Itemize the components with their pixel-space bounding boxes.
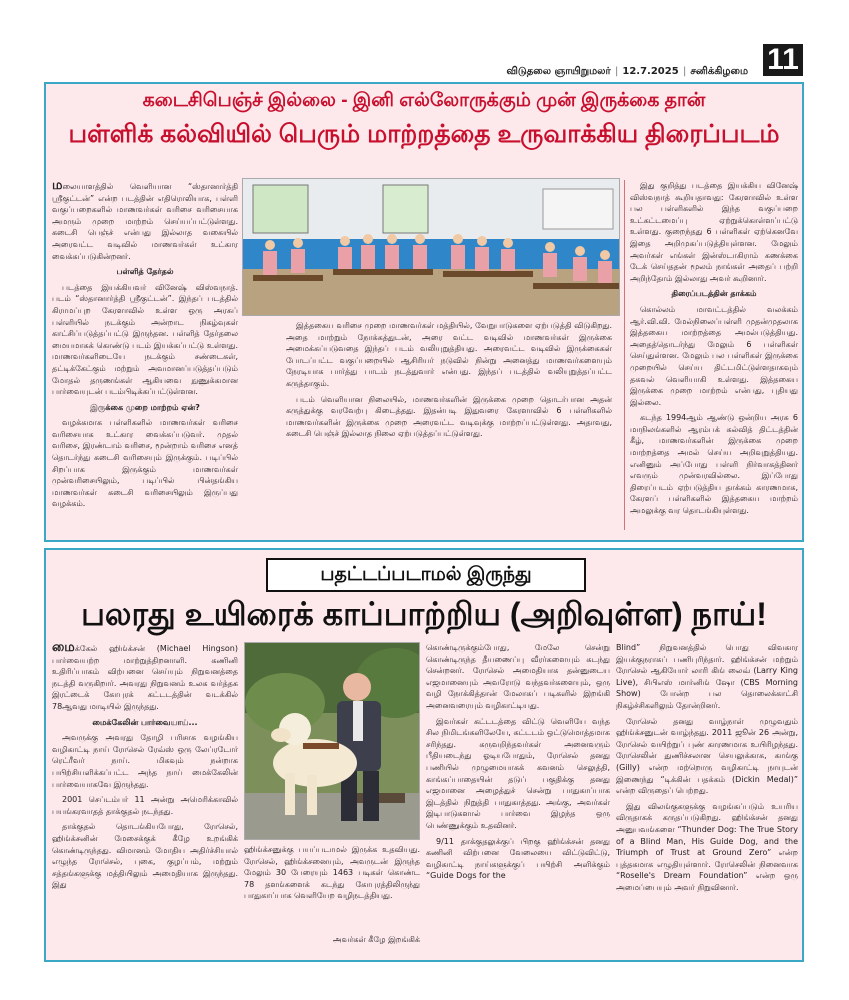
paragraph: தாக்குதல் தொடங்கியபோது, ரோசெல், ஹிங்க்சனின் மேசைக்குக் கீழே உறங்கிக் கொண்டிருந்தது. விமானம் மோதிய அதிர்ச்சியால் எழுந்த ரோசெல், புகை, குழப்பம், மற்றும் சத்தங்களுக்கு மத்தியிலும் அமைதியாக இருந்தது. இது [52, 822, 238, 890]
article-kicker: கடைசிபெஞ்ச் இல்லை - இனி எல்லோருக்கும் முன் இருக்கை தான் [142, 90, 706, 111]
paragraph: இது குறித்து படத்தை இயக்கிய வினேஷ் விஸ்வநாத் கூறியதாவது: கேரளாவில் உள்ள பல பள்ளிகளில் இந்த வகுப்பறை உட்கட்டமைப்பு ஏற்றுக்கொள்ளப்பட்டு உள்ளது. குறைந்தது 6 பள்ளிகள் ஏற்கெனவே இதை அறிமுகப்படுத்தியுள்ளன. மேலும் அவர்கள் எங்கள் இன்ஸ்டாகிராம் கணக்கை டேக் செய்ததன் மூலம் நாங்கள் அதைப் பற்றி அறிந்தோம் இல்லாது அவர் கூறினார். [630, 181, 798, 283]
article-classroom [44, 82, 804, 542]
paragraph: படம் வெளியான நிலையில், மாணவர்களின் இருக்கை முறை தொடர்பான அதன் கருத்துக்கு வரவேற்பு கிடைத்தது. இதன்படி இதுவரை கேரளாவில் 6 பள்ளிகளில் மாணவர்களின் இருக்கை முறை அரைவட்ட வடிவுக்கு மாற்றப்பட்டுள்ளது. அதாவது, கடைசி பெஞ்ச் இல்லாத நிலை ஏற்படுத்தப்பட்டுள்ளது. [286, 394, 612, 439]
paragraph: இவர்கள் கட்டடத்தை விட்டு வெளியே வந்த சில நிமிடங்களிலேயே, கட்டடம் ஒட்டுமொத்தமாக சரிந்தது. கருவறிந்தவர்கள் அனைவரும் பீதியடைந்து ஓடியபோதும், ரோசெல் தனது பணியில் முழுமையாகக் கவனம் செலுத்தி, காங்கப்பாதையின் தடுப் பகுதிக்கு தனது எஜமானை அழைத்துச் சென்று பாதுகாப்பாக இடத்தில் நிறுத்தி பாதுகாத்தது. அங்கு, அவர்கள் இடிபாடுகளால் பார்வை இழந்த ஒரு பெண்ணுக்கும் உதவினர். [426, 716, 610, 830]
subheading: இருக்கை முறை மாற்றம் ஏன்? [90, 402, 200, 412]
paragraph: கொண்டிருக்கும்போது, மேலே சென்று கொண்டிருந்த தீயணைப்பு வீரர்களையும் கடந்து சென்றனர். ரோசெல் அமைதியாக தன்னுடைய எஜமானையும் அவரோடு வந்தவர்களையும், ஒரு வழி நோக்கித்தான் மேலாகப் படிகளில் இறங்கி அனைவரையும் வழிகாட்டியது. [426, 643, 610, 710]
paragraph: இது விலங்குகளுக்கு வழங்கப்படும் உயரிய விருதாகக் கருதப்படுகிறது. ஹிங்க்சன் தனது அனுபவங்களை “Thunder Dog: The True Story of a Blind Man, His Guide Dog, and the Triumph of Trust at Ground Zero” என்ற புத்தகமாக எழுதியுள்ளார். ரோசெலின் நினைவாக “Roselle's Dream Foundation” என்ற ஒரு அமைப்பையும் அவர் நிறுவினார். [616, 801, 798, 892]
paragraph: கொல்லம் மாவட்டத்தில் வலக்கம் ஆர்.வி.வி. மேல்நிலைப்பள்ளி முதன்முதலாக இத்தகைய மாற்றத்தை அமல்படுத்தியது. அதைத்தொடர்ந்து மேலும் 6 பள்ளிகள் செய்துள்ளன. மேலும் பல பள்ளிகள் இருக்கை முறையில் செய்ய திட்டமிட்டுள்ளதாகவும் தகவல் வெளியாகி உள்ளது. இத்தகைய இருக்கை முறை மாற்றம் என்பது, புதியது இல்லை. [630, 304, 798, 407]
paragraph: 9/11 தாக்குதலுக்குப் பிறகு ஹிங்க்சன் தனது கணினி விற்பனை வேலையை விட்டுவிட்டு, வழிகாட்டி நாய்களுக்குப் பயிற்சி அளிக்கும் “Guide Dogs for the [426, 836, 610, 881]
photo-caption: ஹிங்க்சனுக்கு பயப்படாமல் இருக்க உதவியது. ரோசெல், ஹிங்க்சனையும், அவருடன் இருந்த மேலும் 30 பேரையும் 1463 படிகள் கொண்ட 78 தளங்களைக் கடந்து கோபுரத்திலிருந்து பாதுகாப்பாக வெளியேற வழிநடத்தியது. [244, 845, 420, 901]
paragraph: வழக்கமாக பள்ளிகளில் மாணவர்கள் வரிசை வரிசையாக உட்கார வைக்கப்படுவர். முதல் வரிசை, இரண்டாம் வரிசை, மூன்றாம் வரிசை எனத் தொடர்ந்து கடைசி வரிசையும் இருக்கும். படிப்பில் சிறப்பாக இருக்கும் மாணவர்கள் முன்வரிசையிலும், படிப்பில் பின்தங்கிய மாணவர்கள் கடைசி வரிசையிலும் இருப்பது வழக்கம். [52, 418, 238, 509]
paragraph: அவருக்கு அவரது தோழி பரிசாக வழங்கிய வழிகாட்டி நாய் ரோசெல் ரேவ்ஸ் ஒரு லேப்ரடோர் ரெட்ரீவர் நாய். மிகவும் நன்றாக பயிற்சியளிக்கப்பட்ட அந்த நாய் மைக்கேலின் பார்வையாகவே இருந்தது. [52, 733, 238, 789]
issue-date: 12.7.2025 [622, 66, 679, 77]
paragraph: அவர்கள் கீழே இறங்கிக் [332, 935, 420, 944]
article-column-1 [52, 642, 238, 958]
paragraph: க்கேல் ஹிங்க்சன் (Michael Hingson) பார்வையற்ற மாற்றுத்திறனாளி. கணினி உதிரிப்பாகம் விற்பனை செய்யும் நிறுவனத்தை நடத்தி வருகிறார். அவரது நிறுவனம் உலக வர்த்தக இரட்டைக் கோபுரக் கட்டடத்தின் வடக்கில் 78ஆவது மாடியில் இருந்தது. [52, 644, 238, 711]
subheading: திரைப்படத்தின் தாக்கம் [671, 289, 757, 299]
paragraph: இத்தகைய வரிசை முறை மாணவர்கள் மத்தியில், வேறுபாடுகளை ஏற்படுத்தி விடுகிறது. அதை மாற்றும் நோக்கத்துடன், அரை வட்ட வடிவில் மாணவர்கள் இருக்கை அமைக்கப்படுவதை இந்தப் படம் வலியுறுத்தியது. அரைவட்ட வடிவில் இருக்கைகள் போடப்பட்ட வகுப்பறையில் ஆசிரியர் நடுவில் நின்று அனைத்து மாணவர்களையும் நேரடியாக பார்த்து பாடம் நடத்துவார் என்பது. இந்தப் படத்தில் வலியுறுத்தப்பட்ட கருத்தாகும். [286, 321, 612, 388]
article-column-1 [52, 180, 238, 536]
article-guide-dog [44, 548, 804, 962]
man-with-guide-dog-photo [244, 642, 420, 840]
subheading: மைக்கேலின் பார்வையாய்... [92, 717, 198, 727]
paragraph: லையாளத்தில் வெளியான “ஸ்தானார்த்தி ஸ்ரீகுட்டன்” என்ற படத்தின் எதிரொலியாக, பள்ளி வகுப்பறைகளில் மாணவர்கள் வரிசை வரிசையாக அமரும் முறை மாற்றம் செய்யப்பட்டுள்ளது. கடைசி பெஞ்ச் என்பது இல்லாத வகையில் அரைவட்ட வடிவில் மாணவர்கள் உட்கார வைக்கப்படுகின்றனர். [52, 182, 238, 261]
page-header: விடுதலை ஞாயிறுமலர் | 12.7.2025 | சனிக்கிழமை [462, 62, 762, 82]
article-column-4 [616, 642, 798, 958]
paragraph: 2001 செப்டம்பர் 11 அன்று அமெரிக்காவில் பயங்கரவாதத் தாக்குதல் நடந்தது. [52, 795, 238, 816]
issue-day: சனிக்கிழமை [690, 66, 748, 77]
page-number: 11 [763, 44, 803, 76]
drop-cap: மை [52, 642, 75, 655]
article-column-2 [286, 320, 612, 536]
article-headline: பலரது உயிரைக் காப்பாற்றிய (அறிவுள்ள) நாய்! [81, 596, 767, 632]
article-column-3 [630, 180, 798, 536]
paragraph: Blind” நிறுவனத்தில் பொது விவகார இயக்குநராகப் பணிபுரிந்தார். ஹிங்க்சன் மற்றும் ரோசெல் ஆகியோர் லாரி கிங் லைவ் (Larry King Live), சிபிஎஸ் மார்னிங் ஷோ (CBS Morning Show) போன்ற பல தொலைக்காட்சி நிகழ்ச்சிகளிலும் தோன்றினர். [616, 643, 798, 710]
paragraph: படத்தை இயக்கியவர் வினேஷ் விஸ்வநாத். படம் “ஸ்தானார்த்தி ஸ்ரீகுட்டன்”. இந்தப் படத்தில் கிராமப்புற கேரளாவில் உள்ள ஒரு அரசுப் பள்ளியில் நடக்கும் அன்றாட நிகழ்வுகள் காட்சிப்படுத்தப்பட்டு இருந்தன. பள்ளித் தேர்தலை மையமாகக் கொண்டு படம் இயக்கப்பட்டு உள்ளது. மாணவர்களிடையே நடக்கும் சண்டைகள், தட்டிக்கேட்கும் மற்றும் அவமானப்படுத்தப்படும் மோதல் தருணங்கள் ஆகியவை நுணுக்கமான பார்வையுடன் படம்பிடிக்கப்பட்டுள்ளன. [52, 282, 238, 397]
paragraph: ரோசெல் தனது வாழ்நாள் முழுவதும் ஹிங்க்சனுடன் வாழ்ந்தது. 2011 ஜூன் 26 அன்று, ரோசெல் வயிற்றுப் புண் காரணமாக உயிரிழந்தது. ரோசெலின் துணிச்சலான செயலுக்காக, காங்கு (Gilly) என்ற மற்றொரு வழிகாட்டி நாயுடன் இணைந்து “டிக்கின் பதக்கம் (Dickin Medal)” என்ற விருதைப் பெற்றது. [616, 716, 798, 796]
article-column-3 [426, 642, 610, 958]
publication-name: விடுதலை ஞாயிறுமலர் [506, 66, 611, 77]
article-kicker: பதட்டப்படாமல் இருந்து [266, 558, 586, 592]
column-divider [624, 180, 625, 530]
article-headline: பள்ளிக் கல்வியில் பெரும் மாற்றத்தை உருவாக்கிய திரைப்படம் [68, 120, 780, 148]
classroom-photo [242, 178, 620, 316]
subheading: பள்ளித் தேர்தல் [116, 267, 174, 277]
paragraph: கடந்த 1994ஆம் ஆண்டு ஒன்றிய அரசு 6 மாநிலங்களில் ஆரம்பக் கல்வித் திட்டத்தின் கீழ், மாணவர்களின் இருக்கை முறை மாற்றத்தை அமல் செய்ய அறிவுறுத்தியது. எனினும் அப்போது பள்ளி நிர்வாகத்தினர் எவரும் முன்வரவில்லை. இப்போது திரைப்படம் ஏற்படுத்திய தாக்கம் காரணமாக, கேரளப் பள்ளிகளில் இத்தகைய மாற்றம் அமலுக்கு வர தொடங்கியுள்ளது. [630, 413, 798, 516]
drop-cap: ம [52, 180, 63, 193]
